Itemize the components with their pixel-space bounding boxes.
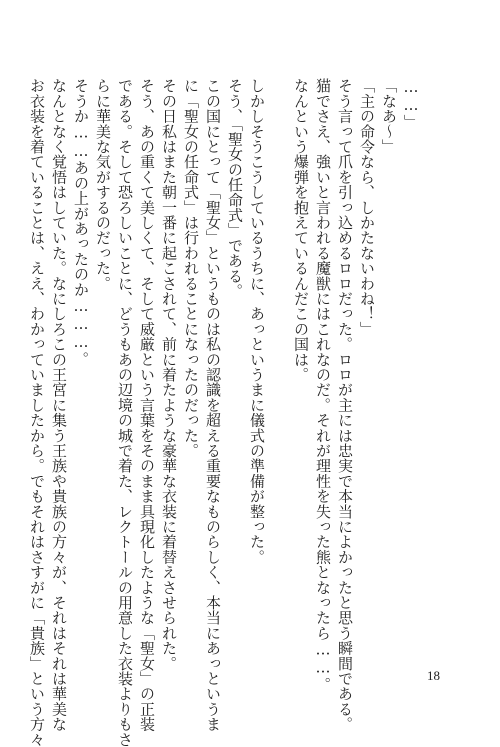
text-line: である。そして恐ろしいことに、どうもあの辺境の城で着た、レクトールの用意した衣装よりもさ bbox=[116, 78, 134, 747]
text-line: その日私はまた朝一番に起こされて、前に着たような豪華な衣装に着替えさせられた。 bbox=[160, 78, 178, 671]
text-line: そう言って爪を引っ込めるロロだった。ロロが主には忠実で本当によかったと思う瞬間である。 bbox=[336, 78, 354, 732]
text-line: そうか……あの上があったのか………。 bbox=[72, 78, 90, 367]
text-line: ……」 bbox=[402, 78, 420, 130]
text-line: そう、「聖女の任命式」である。 bbox=[226, 78, 244, 299]
text-line: らに華美な気がするのだった。 bbox=[94, 78, 112, 291]
text-line: この国にとって「聖女」というものは私の認識を超える重要なものらしく、本当にあっというま bbox=[204, 78, 222, 732]
vertical-text-body bbox=[26, 78, 422, 747]
text-line: に「聖女の任命式」は行われることになったのだった。 bbox=[182, 78, 200, 458]
paragraph-break bbox=[268, 78, 290, 638]
text-line: 「なあ〜」 bbox=[380, 78, 398, 154]
text-line: なんという爆弾を抱えているんだこの国は。 bbox=[292, 78, 310, 382]
page-number: 18 bbox=[427, 668, 440, 683]
text-line: 「主の命令なら、しかたないわね！」 bbox=[358, 78, 376, 337]
text-line: そう、あの重くて美しくて、そして威厳という言葉をそのまま具現化したような「聖女」の正装 bbox=[138, 78, 156, 732]
text-line: なんとなく覚悟はしていた。なにしろこの王宮に集う王族や貴族の方々が、それはそれは華美な bbox=[50, 78, 68, 732]
text-line: お衣装を着ていることは、ええ、わかっていましたから。でもそれはさすがに「貴族」という方々 bbox=[28, 78, 46, 747]
text-line: しかしそうこうしているうちに、あっというまに儀式の準備が整った。 bbox=[248, 78, 266, 565]
text-line: 猫でさえ、強いと言われる魔獣にはこれなのだ。それが理性を失った熊となったら……。 bbox=[314, 78, 332, 692]
